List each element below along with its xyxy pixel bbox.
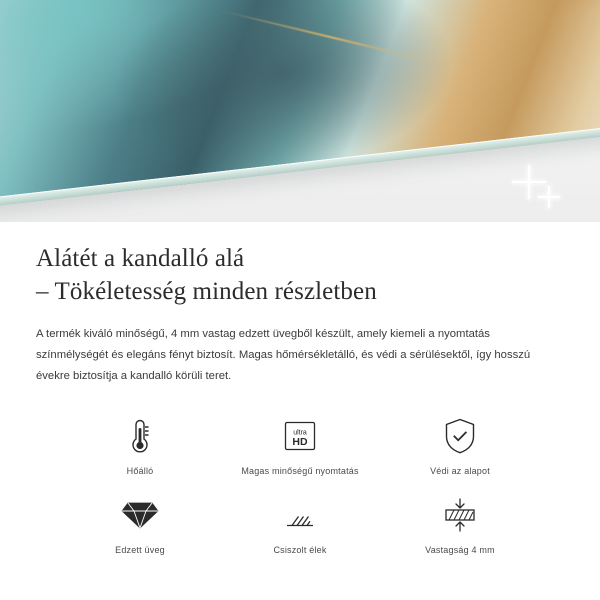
svg-text:HD: HD [292, 435, 308, 448]
diamond-icon [120, 492, 160, 538]
feature-grid [36, 413, 564, 555]
feature-item-protects-surface [380, 413, 540, 476]
feature-item-thickness [380, 492, 540, 555]
ultra-hd-icon [280, 413, 320, 459]
feature-label: Vastagság 4 mm [425, 544, 495, 555]
feature-label: Edzett üveg [115, 544, 165, 555]
feature-item-heat-resistant [60, 413, 220, 476]
thermometer-icon [125, 413, 155, 459]
polished-edges-icon [280, 492, 320, 538]
feature-label: Magas minőségű nyomtatás [241, 465, 359, 476]
hero-product-image [0, 0, 600, 222]
feature-label: Csiszolt élek [273, 544, 327, 555]
thickness-arrows-icon [438, 492, 482, 538]
svg-text:ultra: ultra [293, 429, 307, 437]
feature-item-print-quality [220, 413, 380, 476]
feature-item-tempered-glass [60, 492, 220, 555]
headline-line-1: Alátét a kandalló alá [36, 245, 245, 272]
feature-item-polished-edges [220, 492, 380, 555]
description-paragraph: A termék kiváló minőségű, 4 mm vastag edzett üvegből készült, amely kiemeli a nyomtatás színmélységét és elegáns fényt biztosít. Magas hőmérsékletálló, és védi a sérülésektől, így hosszú évekre biztosítja a kandalló körüli teret. [36, 328, 531, 382]
page-title [36, 242, 564, 308]
feature-label: Védi az alapot [430, 465, 490, 476]
shield-check-icon [441, 413, 479, 459]
feature-label: Hőálló [126, 465, 154, 476]
content-section [0, 222, 600, 555]
headline-line-2: – Tökéletesség minden részletben [36, 278, 377, 305]
